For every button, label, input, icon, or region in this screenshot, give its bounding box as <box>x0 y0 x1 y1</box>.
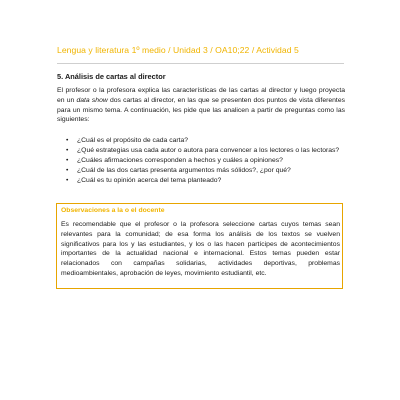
intro-text-start: El profesor o la profesora explica las características de las cartas al director y luego proyecta en un <box>57 87 345 104</box>
list-item <box>66 176 345 186</box>
list-item <box>66 166 345 176</box>
question-text: ¿Cuál de las dos cartas presenta argumentos más sólidos?, ¿por qué? <box>77 167 291 175</box>
teacher-notes-box <box>56 203 343 289</box>
question-text: ¿Cuál es el propósito de cada carta? <box>77 137 189 144</box>
teacher-notes-text: Es recomendable que el profesor o la profesora seleccione cartas cuyos temas sean relevantes para la comunidad; de esa forma los análisis de los textos se vuelven significativos para los y las estudiantes, y los o las hacen partícipes de acontecimientos importantes de la actualidad nacional e internacional. Estos temas pueden estar relacionados con campañas solidarias, actividades deportivas, problemas medioambientales, aprobación de leyes, movimiento estudiantil, etc. <box>61 221 340 277</box>
intro-italic-term: data show <box>76 96 108 104</box>
intro-paragraph <box>57 86 345 125</box>
bullet-icon: • <box>66 177 69 185</box>
intro-text-end: dos cartas al director, en las que se presenten dos puntos de vista diferentes para un mismo tema. A continuación, les pide que las analicen a partir de preguntas como las siguientes: <box>57 96 345 124</box>
bullet-icon: • <box>66 137 69 144</box>
question-list <box>66 136 345 186</box>
breadcrumb: Lengua y literatura 1º medio / Unidad 3 / OA10;22 / Actividad 5 <box>57 45 299 55</box>
header-divider <box>57 63 344 64</box>
list-item <box>66 136 345 146</box>
list-item <box>66 156 345 166</box>
bullet-icon: • <box>66 147 69 155</box>
question-text: ¿Qué estrategias usa cada autor o autora para convencer a los lectores o las lectoras? <box>77 147 340 155</box>
question-text: ¿Cuál es tu opinión acerca del tema planteado? <box>77 177 222 185</box>
question-text: ¿Cuáles afirmaciones corresponden a hechos y cuáles a opiniones? <box>77 157 283 165</box>
teacher-notes-title: Observaciones a la o el docente <box>61 207 165 214</box>
bullet-icon: • <box>66 167 69 175</box>
list-item <box>66 146 345 156</box>
section-title: 5. Análisis de cartas al director <box>57 72 166 81</box>
bullet-icon: • <box>66 157 69 165</box>
